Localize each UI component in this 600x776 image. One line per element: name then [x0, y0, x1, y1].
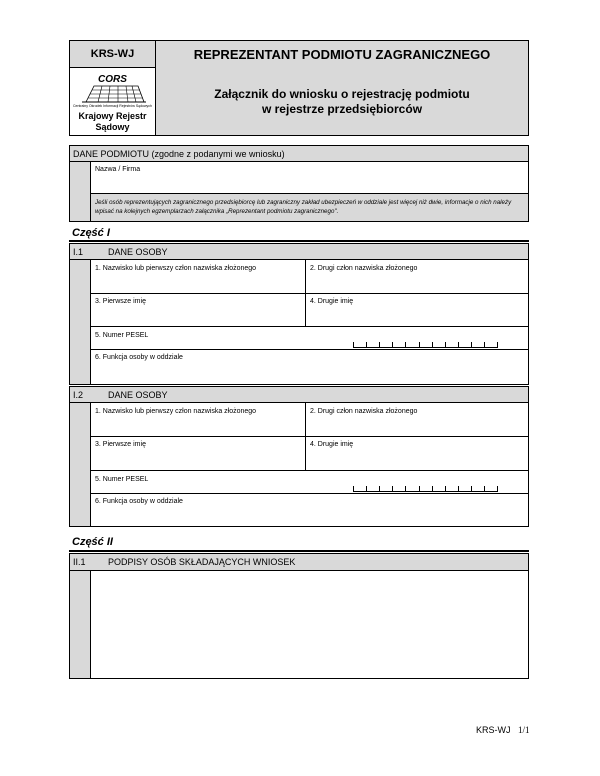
part1-title-rule — [69, 240, 529, 242]
section-i1-number: I.1 — [73, 247, 84, 257]
i2-pesel-label: 5. Numer PESEL — [95, 476, 149, 483]
i2-pesel-boxes[interactable] — [353, 486, 498, 492]
section-i2-heading: DANE OSOBY — [108, 390, 168, 400]
registry-name-line2: Sądowy — [95, 122, 130, 132]
form-subtitle-line1: Załącznik do wniosku o rejestrację podmiotu — [214, 87, 470, 101]
i2-function-label: 6. Funkcja osoby w oddziale — [95, 498, 183, 505]
i1-pesel-boxes[interactable] — [353, 342, 498, 348]
section-i1-heading: DANE OSOBY — [108, 247, 168, 257]
i1-first-name-label: 3. Pierwsze imię — [95, 298, 146, 305]
i1-second-surname-label: 2. Drugi człon nazwiska złożonego — [310, 265, 418, 272]
representatives-note: Jeśli osób reprezentujących zagranicznego przedsiębiorcę lub zagraniczny zakład ubezpieczeń w oddziale jest więcej niż dwie, informacje o nich należy wpisać na kolejnych egzemplarzach załącznika „Reprezentant podmiotu zagranicznego". — [95, 199, 512, 215]
logo-small-text: Centralny Ośrodek Informacji Rejestrów Sądowych — [73, 104, 152, 108]
part2-title-rule — [69, 550, 529, 552]
i2-second-surname-label: 2. Drugi człon nazwiska złożonego — [310, 408, 418, 415]
footer-form-code: KRS-WJ — [476, 725, 511, 735]
section-i1-left-margin — [69, 243, 91, 385]
form-title: REPREZENTANT PODMIOTU ZAGRANICZNEGO — [193, 47, 491, 62]
i1-second-name-label: 4. Drugie imię — [310, 298, 354, 305]
i1-pesel-label: 5. Numer PESEL — [95, 332, 149, 339]
i2-second-name-label: 4. Drugie imię — [310, 441, 354, 448]
nazwa-firma-field[interactable] — [90, 161, 529, 194]
section-ii1-left-margin — [69, 553, 91, 679]
section-i2-left-margin — [69, 386, 91, 527]
i2-surname-label: 1. Nazwisko lub pierwszy człon nazwiska złożonego — [95, 408, 257, 415]
i1-function-label: 6. Funkcja osoby w oddziale — [95, 354, 183, 361]
section-ii1-number: II.1 — [73, 557, 86, 567]
footer-page-number: 1/1 — [518, 725, 530, 735]
svg-text:CORS: CORS — [98, 74, 127, 85]
nazwa-firma-label: Nazwa / Firma — [95, 166, 141, 173]
part2-title: Część II — [72, 536, 113, 548]
signatures-field[interactable] — [90, 570, 529, 679]
dane-podmiotu-left-margin — [69, 161, 91, 222]
form-code: KRS-WJ — [90, 48, 135, 60]
part1-title: Część I — [72, 227, 110, 239]
section-ii1-heading: PODPISY OSÓB SKŁADAJĄCYCH WNIOSEK — [108, 557, 296, 567]
i2-first-name-label: 3. Pierwsze imię — [95, 441, 146, 448]
dane-podmiotu-heading: DANE PODMIOTU (zgodne z podanymi we wniosku) — [73, 149, 285, 159]
form-subtitle-line2: w rejestrze przedsiębiorców — [261, 102, 423, 116]
i1-surname-label: 1. Nazwisko lub pierwszy człon nazwiska złożonego — [95, 265, 257, 272]
section-i2-number: I.2 — [73, 390, 84, 400]
cors-logo-icon — [76, 72, 148, 106]
registry-name-line1: Krajowy Rejestr — [78, 111, 147, 121]
